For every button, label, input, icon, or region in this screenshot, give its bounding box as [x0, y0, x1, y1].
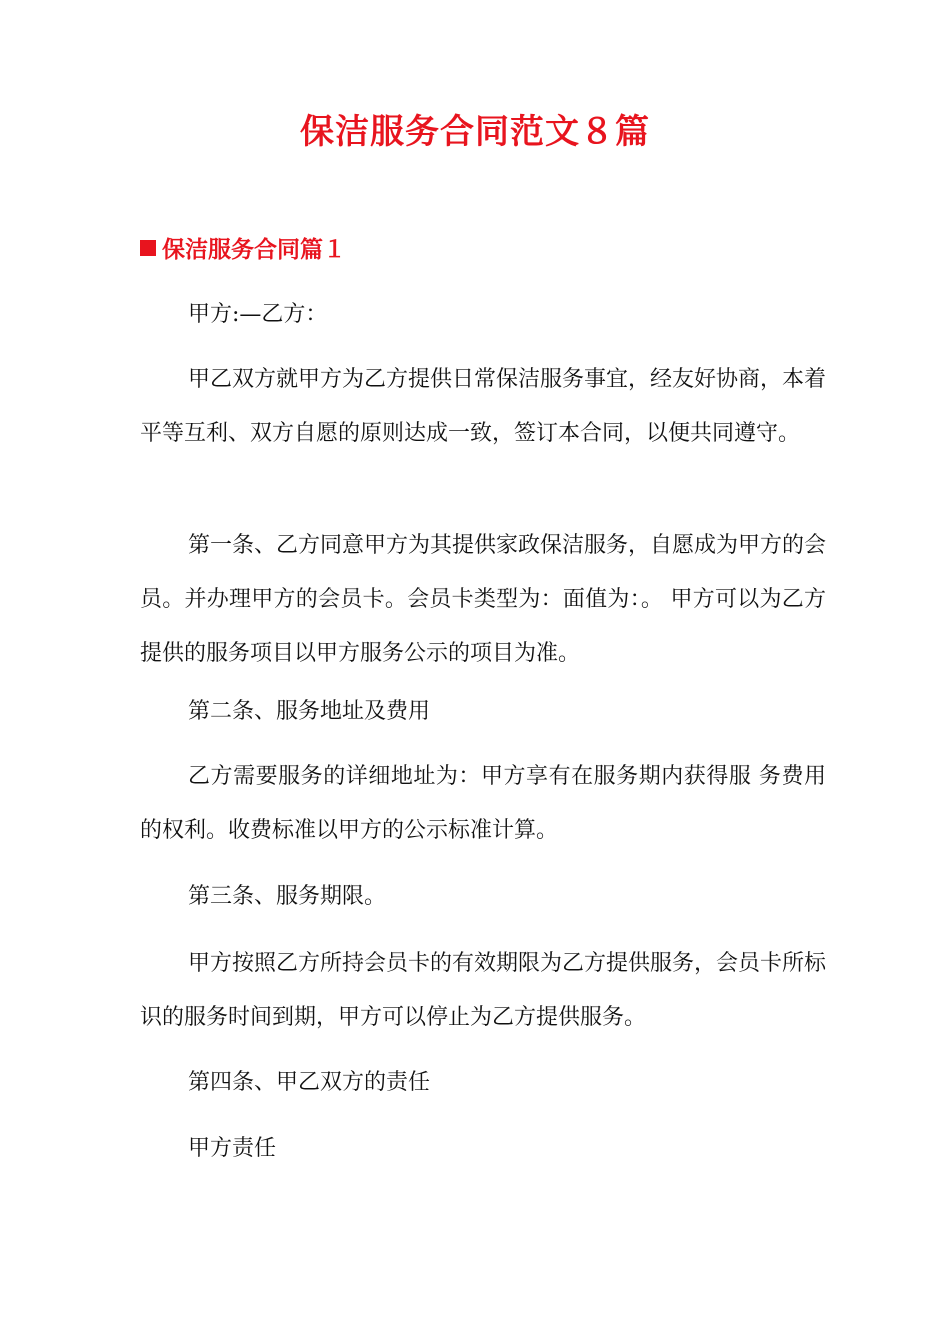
paragraph-article-2-heading: 第二条、服务地址及费用: [188, 699, 431, 724]
paragraph-article-4-heading: 第四条、甲乙双方的责任: [188, 1070, 431, 1095]
section-heading: [140, 230, 346, 270]
paragraph-party-a-duties: 甲方责任: [188, 1136, 277, 1161]
paragraph-article-3-heading: 第三条、服务期限。: [188, 884, 387, 909]
section-heading-text: 保洁服务合同篇１: [162, 237, 346, 263]
paragraph-article-3-body: 甲方按照乙方所持会员卡的有效期限为乙方提供服务，会员卡所标识的服务时间到期，甲方可以停止为乙方提供服务。: [140, 951, 827, 1030]
paragraph-parties: 甲方:—乙方：: [188, 302, 328, 327]
document-title: 保洁服务合同范文８篇: [300, 112, 650, 152]
paragraph-preamble: 甲乙双方就甲方为乙方提供日常保洁服务事宜，经友好协商，本着平等互利、双方自愿的原则达成一致，签订本合同，以便共同遵守。: [140, 367, 827, 446]
paragraph-article-2-body: 乙方需要服务的详细地址为：甲方享有在服务期内获得服 务费用的权利。收费标准以甲方的公示标准计算。: [140, 764, 826, 843]
square-bullet-icon: [140, 240, 156, 256]
paragraph-article-1: 第一条、乙方同意甲方为其提供家政保洁服务，自愿成为甲方的会员。并办理甲方的会员卡。会员卡类型为：面值为：。 甲方可以为乙方提供的服务项目以甲方服务公示的项目为准。: [140, 533, 827, 666]
